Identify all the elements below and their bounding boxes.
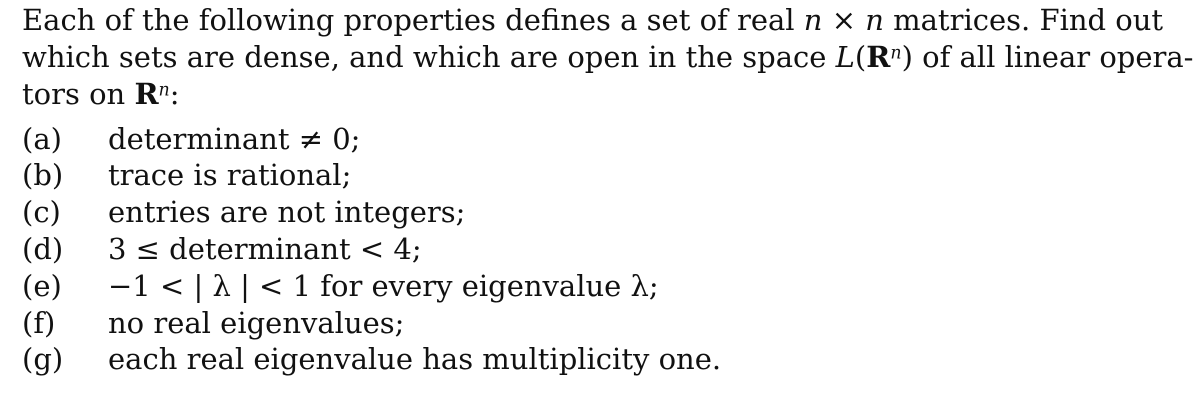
math-superscript-n: n [890,43,902,64]
list-item [22,305,404,341]
intro-text: matrices. Find out [883,3,1164,37]
item-text: trace is rational; [108,158,352,192]
math-space-R: R [866,40,891,74]
list-item [22,268,659,304]
problem-page [22,0,1194,410]
item-label: (a) [22,122,62,156]
math-variable-n: n [865,3,884,37]
list-item [22,231,422,267]
list-item [22,341,721,377]
intro-text: tors on [22,77,135,111]
intro-line-3 [22,76,180,112]
item-text: no real eigenvalues; [108,306,405,340]
intro-text: : [169,77,180,111]
math-variable-n: n [803,3,823,37]
math-operator-L: L [835,40,855,74]
item-text: determinant ≠ 0; [108,122,361,156]
math-superscript-n: n [158,80,170,101]
item-text: each real eigenvalue has multiplicity one. [108,342,722,376]
close-paren: ) [901,40,913,74]
open-paren: ( [854,40,867,74]
item-label: (d) [22,232,64,266]
item-label: (b) [22,158,64,192]
item-label: (g) [22,342,64,376]
item-text: 3 ≤ determinant < 4; [108,232,422,266]
intro-text: Each of the following properties defines a set of real [22,3,804,37]
item-text: −1 < | λ | < 1 for every eigenvalue λ; [108,269,659,303]
list-item [22,157,351,193]
intro-text: which sets are dense, and which are open in the space [22,40,836,74]
item-label: (f) [22,306,56,340]
list-item [22,121,360,157]
list-item [22,194,465,230]
intro-line-1 [22,2,1163,38]
math-space-R: R [134,77,159,111]
times-symbol: × [822,3,866,37]
intro-line-2 [22,39,1193,75]
item-text: entries are not integers; [108,195,466,229]
item-label: (e) [22,269,62,303]
intro-text: of all linear opera- [912,40,1194,74]
item-label: (c) [22,195,61,229]
